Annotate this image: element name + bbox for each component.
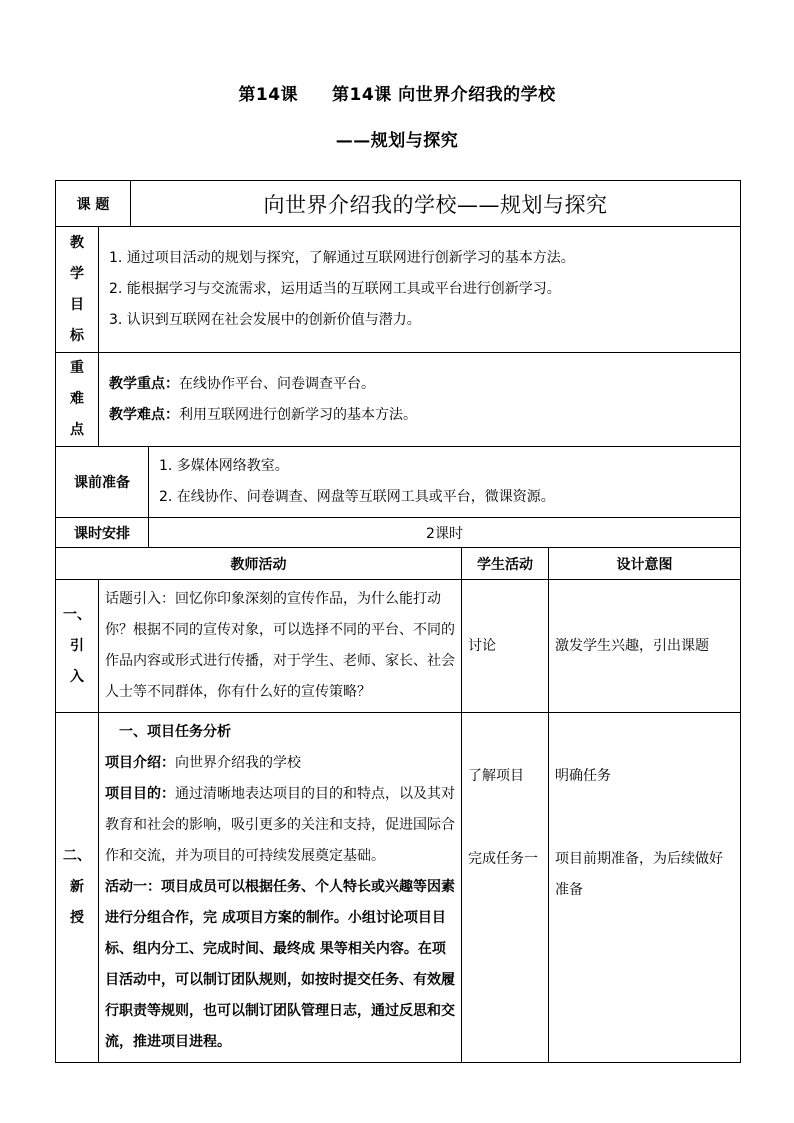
design-intent-2: 项目前期准备，为后续做好准备 <box>555 851 723 898</box>
new-lesson-row <box>56 713 741 1063</box>
teaching-difficulty: 教学难点：利用互联网进行创新学习的基本方法。 <box>109 406 417 423</box>
activity-one: 活动一：项目成员可以根据任务、个人特长或兴趣等因素进行分组合作，完 成项目方案的制作。小组讨论项目目标、组内分工、完成时间、最终成 果等相关内容。在项目活动中，可以制订团队规则，如按时提交任务、有效履行职责等规则，也可以制订团队管理日志，通过反思和交流，推进项目进程。 <box>105 879 455 1050</box>
design-intent-header: 设计意图 <box>549 548 741 580</box>
schedule-label: 课时安排 <box>56 518 149 548</box>
goals-label: 教 学 目 标 <box>56 227 99 353</box>
page-subtitle: ——规划与探究 <box>335 131 459 151</box>
intro-label: 一、 引 入 <box>56 580 99 713</box>
goals-row <box>56 227 741 353</box>
new-lesson-teacher-activity <box>99 713 462 1063</box>
prep-item: 1. 多媒体网络教室。 <box>159 458 289 474</box>
design-intent-1: 明确任务 <box>555 768 611 784</box>
title-lesson-name: 第14课 向世界介绍我的学校 <box>332 85 556 105</box>
goals-content <box>99 227 741 353</box>
new-lesson-design-intent <box>549 713 741 1063</box>
intro-design-intent: 激发学生兴趣，引出课题 <box>549 580 741 713</box>
section-title: 一、项目任务分析 <box>119 724 231 740</box>
intro-student-activity: 讨论 <box>462 580 549 713</box>
column-header-row <box>56 548 741 580</box>
prep-content <box>149 447 741 518</box>
goal-item: 1. 通过项目活动的规划与探究，了解通过互联网进行创新学习的基本方法。 <box>109 250 575 266</box>
prep-label: 课前准备 <box>56 447 149 518</box>
key-points-content <box>99 353 741 447</box>
intro-row <box>56 580 741 713</box>
prep-row <box>56 447 741 518</box>
new-lesson-label: 二、 新 授 <box>56 713 99 1063</box>
goal-item: 3. 认识到互联网在社会发展中的创新价值与潜力。 <box>109 312 421 328</box>
new-lesson-student-activity <box>462 713 549 1063</box>
prep-item: 2. 在线协作、问卷调查、网盘等互联网工具或平台，微课资源。 <box>159 489 555 505</box>
key-points-row <box>56 353 741 447</box>
goal-item: 2. 能根据学习与交流需求，运用适当的互联网工具或平台进行创新学习。 <box>109 281 561 297</box>
schedule-row <box>56 518 741 548</box>
project-intro: 项目介绍：向世界介绍我的学校 <box>105 755 301 771</box>
student-activity-1: 了解项目 <box>468 768 524 784</box>
teaching-focus: 教学重点：在线协作平台、问卷调查平台。 <box>109 375 375 392</box>
topic-label: 课 题 <box>56 181 131 227</box>
topic-row <box>56 181 741 227</box>
title-lesson-number: 第14课 <box>238 85 299 105</box>
key-points-label: 重 难 点 <box>56 353 99 447</box>
intro-teacher-activity: 话题引入：回忆你印象深刻的宣传作品，为什么能打动你？根据不同的宣传对象，可以选择不同的平台、不同的作品内容或形式进行传播，对于学生、老师、家长、社会人士等不同群体，你有什么好的宣传策略？ <box>99 580 462 713</box>
lesson-plan-table <box>55 180 741 1063</box>
topic-value: 向世界介绍我的学校——规划与探究 <box>131 181 741 227</box>
teacher-activity-header: 教师活动 <box>56 548 462 580</box>
schedule-value: 2课时 <box>149 518 741 548</box>
project-goal: 项目目的：通过清晰地表达项目的目的和特点，以及其对教育和社会的影响，吸引更多的关注和支持，促进国际合作和交流，并为项目的可持续发展奠定基础。 <box>105 786 455 864</box>
student-activity-2: 完成任务一 <box>468 851 538 867</box>
student-activity-header: 学生活动 <box>462 548 549 580</box>
page-title <box>0 80 794 105</box>
